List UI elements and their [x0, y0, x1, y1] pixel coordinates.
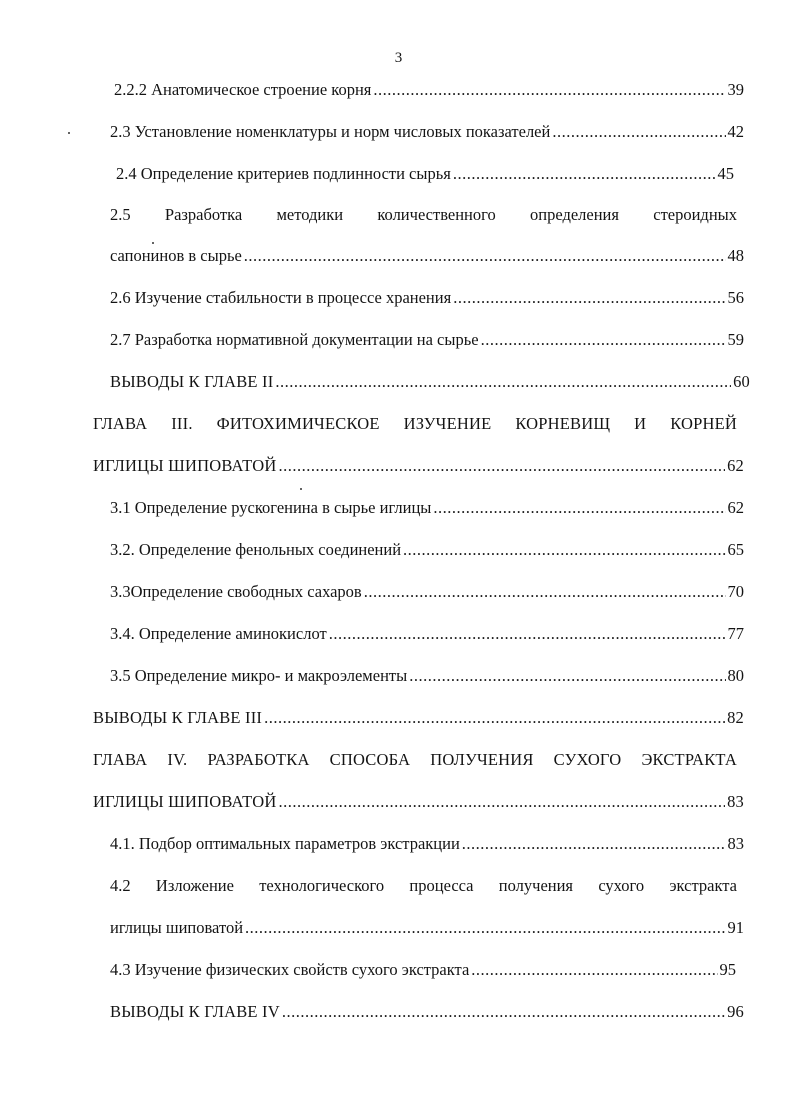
toc-entry-page: 60: [733, 372, 750, 391]
toc-entry: [110, 498, 744, 520]
toc-entry: [110, 960, 736, 982]
toc-entry: [110, 918, 744, 940]
leader-dots: [403, 540, 725, 560]
toc-entry-label: 2.3 Установление номенклатуры и норм числовых показателей: [110, 122, 551, 141]
leader-dots: [481, 330, 726, 350]
toc-entry: [110, 330, 744, 352]
leader-dots: [453, 288, 725, 308]
toc-entry: [110, 372, 750, 394]
toc-entry: [114, 80, 744, 102]
leader-dots: [453, 164, 716, 184]
leader-dots: [282, 1002, 725, 1022]
toc-entry-text: 4.2 Изложение технологического процесса получения сухого экстракта: [110, 876, 737, 895]
leader-dots: [264, 708, 725, 728]
toc-entry-page: 91: [727, 918, 744, 937]
leader-dots: [245, 918, 725, 938]
toc-entry: [110, 666, 744, 688]
toc-entry-page: 83: [727, 792, 744, 811]
leader-dots: [409, 666, 725, 686]
leader-dots: [244, 246, 726, 266]
toc-entry: [110, 288, 744, 310]
toc-entry-label: 3.1 Определение рускогенина в сырье иглицы: [110, 498, 432, 517]
toc-entry-text: ГЛАВА III. ФИТОХИМИЧЕСКОЕ ИЗУЧЕНИЕ КОРНЕВИЩ И КОРНЕЙ: [93, 414, 737, 433]
toc-entry-label: 3.3Определение свободных сахаров: [110, 582, 362, 601]
toc-entry-page: 42: [727, 122, 744, 141]
toc-entry-page: 70: [727, 582, 744, 601]
toc-entry-label: 3.4. Определение аминокислот: [110, 624, 327, 643]
toc-entry-page: 48: [727, 246, 744, 265]
toc-entry-line1: [93, 414, 737, 436]
toc-entry-line1: [93, 750, 737, 772]
leader-dots: [552, 122, 725, 142]
toc-entry-page: 95: [719, 960, 736, 979]
leader-dots: [275, 372, 731, 392]
toc-entry-page: 77: [727, 624, 744, 643]
toc-entry-label: 4.1. Подбор оптимальных параметров экстракции: [110, 834, 460, 853]
leader-dots: [471, 960, 717, 980]
scan-speck: [300, 488, 302, 490]
toc-entry: [93, 456, 744, 478]
leader-dots: [329, 624, 726, 644]
toc-entry-page: 96: [727, 1002, 744, 1021]
toc-entry-label: 2.6 Изучение стабильности в процессе хранения: [110, 288, 452, 307]
toc-entry-label: 2.2.2 Анатомическое строение корня: [114, 80, 372, 99]
toc-entry: [110, 246, 744, 268]
toc-entry: [110, 582, 744, 604]
leader-dots: [462, 834, 726, 854]
toc-entry-page: 62: [727, 456, 744, 475]
toc-entry-page: 83: [727, 834, 744, 853]
toc-entry-label: ВЫВОДЫ К ГЛАВЕ II: [110, 372, 274, 391]
toc-entry-label: 4.3 Изучение физических свойств сухого экстракта: [110, 960, 470, 979]
leader-dots: [278, 456, 725, 476]
leader-dots: [364, 582, 726, 602]
toc-entry-text: 2.5 Разработка методики количественного определения стероидных: [110, 205, 737, 224]
toc-entry: [110, 122, 744, 144]
toc-entry: [110, 834, 744, 856]
toc-entry-page: 82: [727, 708, 744, 727]
toc-entry: [110, 1002, 744, 1024]
toc-entry-page: 80: [727, 666, 744, 685]
toc-entry: [110, 624, 744, 646]
toc-entry: [93, 708, 744, 730]
toc-entry-page: 39: [727, 80, 744, 99]
toc-entry-page: 56: [727, 288, 744, 307]
toc-entry: [116, 164, 734, 186]
toc-entry: [110, 540, 744, 562]
toc-entry-page: 45: [717, 164, 734, 183]
leader-dots: [373, 80, 725, 100]
toc-entry-page: 59: [727, 330, 744, 349]
toc-entry-line1: [110, 876, 737, 898]
toc-entry-label: 3.5 Определение микро- и макроэлементы: [110, 666, 408, 685]
toc-entry-label: сапонинов в сырье: [110, 246, 242, 265]
toc-entry-label: 3.2. Определение фенольных соединений: [110, 540, 402, 559]
toc-entry-label: ВЫВОДЫ К ГЛАВЕ IV: [110, 1002, 280, 1021]
toc-entry-line1: [110, 205, 737, 227]
leader-dots: [433, 498, 725, 518]
toc-entry-label: ИГЛИЦЫ ШИПОВАТОЙ: [93, 456, 277, 475]
toc-entry-label: ВЫВОДЫ К ГЛАВЕ III: [93, 708, 263, 727]
scan-speck: [68, 132, 70, 134]
toc-entry-text: ГЛАВА IV. РАЗРАБОТКА СПОСОБА ПОЛУЧЕНИЯ СУХОГО ЭКСТРАКТА: [93, 750, 737, 769]
scan-speck: [152, 242, 154, 244]
page-number: 3: [394, 50, 403, 66]
toc-entry-label: ИГЛИЦЫ ШИПОВАТОЙ: [93, 792, 277, 811]
leader-dots: [278, 792, 725, 812]
toc-entry-page: 62: [727, 498, 744, 517]
toc-entry-label: иглицы шиповатой: [110, 918, 244, 937]
toc-entry-label: 2.7 Разработка нормативной документации на сырье: [110, 330, 479, 349]
toc-entry-label: 2.4 Определение критериев подлинности сырья: [116, 164, 451, 183]
toc-entry: [93, 792, 744, 814]
toc-entry-page: 65: [727, 540, 744, 559]
